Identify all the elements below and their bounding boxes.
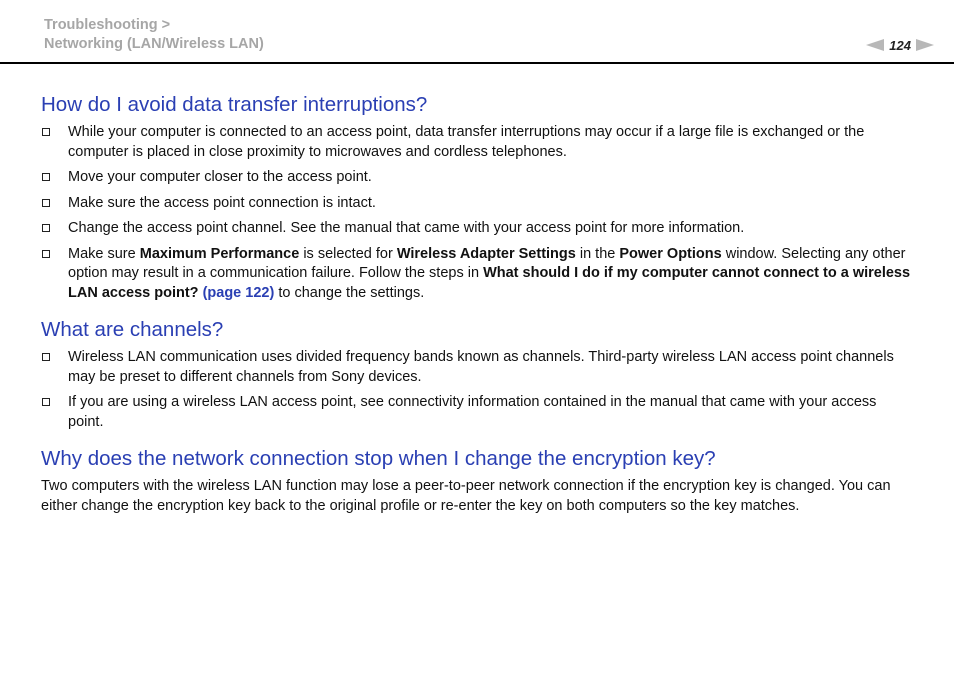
checkbox-bullet-icon	[42, 353, 50, 361]
list-item: Wireless LAN communication uses divided frequency bands known as channels. Third-party wireless LAN access point channels may be preset to different channels from Sony devices.	[41, 348, 913, 387]
checkbox-bullet-icon	[42, 398, 50, 406]
breadcrumb-troubleshooting[interactable]: Troubleshooting >	[44, 17, 171, 33]
heading-data-transfer-interruptions: How do I avoid data transfer interruptions?	[41, 93, 428, 116]
power-options-term: Power Options	[619, 245, 722, 262]
next-page-arrow-icon[interactable]	[916, 39, 934, 51]
checkbox-bullet-icon	[42, 250, 50, 258]
list-item: Make sure Maximum Performance is selected for Wireless Adapter Settings in the Power Options window. Selecting any other option may result in a communication failure. Follow the steps in What should I do if my computer cannot connect to a wireless LAN access point? (page 122) to change the settings.	[41, 245, 913, 304]
wireless-adapter-settings-term: Wireless Adapter Settings	[396, 245, 576, 262]
list-item: Change the access point channel. See the manual that came with your access point for more information.	[41, 219, 913, 239]
breadcrumb-networking[interactable]: Networking (LAN/Wireless LAN)	[44, 36, 264, 52]
header-divider	[0, 62, 954, 64]
page-content	[41, 92, 913, 516]
list-item: While your computer is connected to an access point, data transfer interruptions may occur if a large file is exchanged or the computer is placed in close proximity to microwaves and cordless telephones.	[41, 123, 913, 162]
heading-what-are-channels: What are channels?	[41, 318, 224, 341]
page-122-link[interactable]: (page 122)	[202, 284, 275, 301]
checkbox-bullet-icon	[42, 224, 50, 232]
checkbox-bullet-icon	[42, 199, 50, 207]
maximum-performance-term: Maximum Performance	[139, 245, 300, 262]
list-item: Make sure the access point connection is intact.	[41, 194, 913, 214]
checkbox-bullet-icon	[42, 173, 50, 181]
list-item: If you are using a wireless LAN access point, see connectivity information contained in the manual that came with your access point.	[41, 393, 913, 432]
page-navigator	[866, 37, 934, 53]
interruptions-list	[41, 123, 913, 303]
page-header	[0, 0, 954, 64]
heading-encryption-key: Why does the network connection stop when I change the encryption key?	[41, 447, 716, 470]
breadcrumb	[44, 16, 264, 54]
encryption-key-paragraph: Two computers with the wireless LAN function may lose a peer-to-peer network connection if the encryption key is changed. You can either change the encryption key back to the original profile or re-enter the key on both computers so the key matches.	[41, 478, 891, 514]
cannot-connect-topic-title: What should I do if my computer cannot connect to a wireless LAN access point?	[68, 265, 911, 301]
page-number: 124	[889, 37, 911, 53]
checkbox-bullet-icon	[42, 128, 50, 136]
channels-list	[41, 348, 913, 432]
previous-page-arrow-icon[interactable]	[866, 39, 884, 51]
list-item: Move your computer closer to the access point.	[41, 168, 913, 188]
